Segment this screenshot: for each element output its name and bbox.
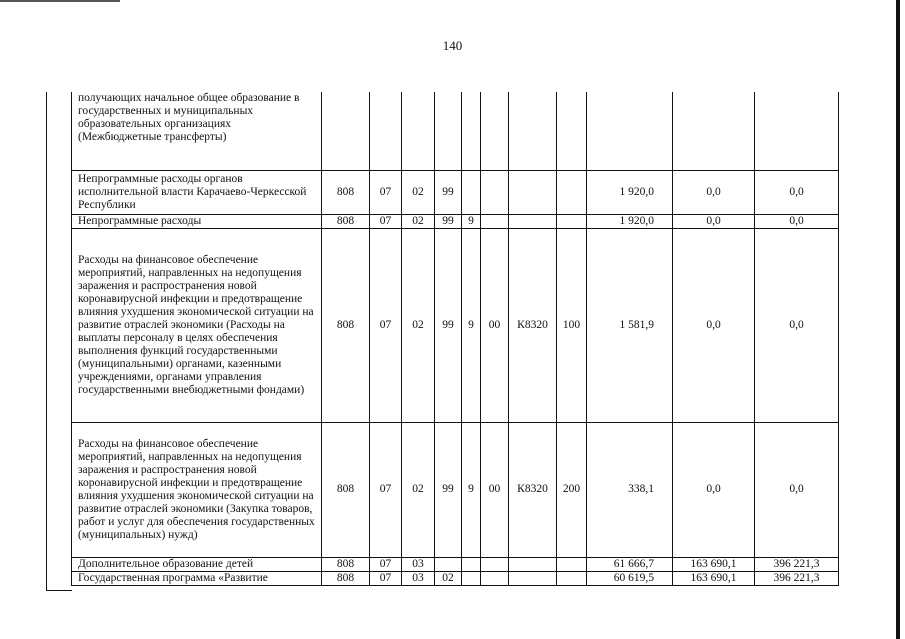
table-row [72, 422, 839, 557]
cell-csr-1: 02 [435, 571, 462, 585]
cell-sum-year-3: 396 221,3 [755, 571, 839, 585]
cell-sum-year-1: 1 920,0 [587, 214, 673, 228]
table-row [72, 170, 839, 214]
cell-csr-2 [462, 557, 481, 571]
cell-rz: 07 [370, 557, 402, 571]
cell-csr-2 [462, 170, 481, 214]
cell-ved: 808 [322, 214, 370, 228]
cell-csr-2: 9 [462, 214, 481, 228]
cell-pr: 02 [402, 422, 435, 557]
cell-sum-year-1: 338,1 [587, 422, 673, 557]
cell-ved: 808 [322, 228, 370, 422]
cell-csr-2: 9 [462, 422, 481, 557]
cell-rz: 07 [370, 571, 402, 585]
left-margin-rule [46, 92, 47, 591]
cell-csr-1: 99 [435, 422, 462, 557]
cell-csr-1: 99 [435, 214, 462, 228]
cell-rz: 07 [370, 170, 402, 214]
cell-pr: 02 [402, 170, 435, 214]
cell-csr-3 [481, 214, 509, 228]
cell-sum-year-3: 0,0 [755, 214, 839, 228]
scan-artifact-right-edge [896, 0, 900, 639]
cell-sum-year-3: 0,0 [755, 170, 839, 214]
cell-csr-3 [481, 571, 509, 585]
cell-pr: 03 [402, 571, 435, 585]
cell-sum-year-2: 163 690,1 [673, 571, 755, 585]
cell-csr-1: 99 [435, 170, 462, 214]
table-row [72, 557, 839, 571]
cell-rz: 07 [370, 228, 402, 422]
cell-csr-4 [509, 92, 557, 170]
cell-csr-2 [462, 571, 481, 585]
row-description: Дополнительное образование детей [72, 557, 322, 571]
cell-pr: 02 [402, 214, 435, 228]
cell-ved: 808 [322, 170, 370, 214]
cell-sum-year-2 [673, 92, 755, 170]
row-description: Непрограммные расходы [72, 214, 322, 228]
cell-ved [322, 92, 370, 170]
cell-csr-4 [509, 214, 557, 228]
cell-rz: 07 [370, 214, 402, 228]
cell-csr-4 [509, 557, 557, 571]
cell-pr: 03 [402, 557, 435, 571]
cell-csr-3 [481, 557, 509, 571]
cell-csr-3 [481, 170, 509, 214]
cell-vr: 200 [557, 422, 587, 557]
cell-csr-1: 99 [435, 228, 462, 422]
page-number: 140 [442, 38, 463, 53]
cell-csr-4: К8320 [509, 422, 557, 557]
cell-sum-year-3 [755, 92, 839, 170]
cell-csr-4 [509, 571, 557, 585]
cell-sum-year-3: 0,0 [755, 422, 839, 557]
cell-ved: 808 [322, 571, 370, 585]
cell-rz: 07 [370, 422, 402, 557]
cell-vr: 100 [557, 228, 587, 422]
table-row [72, 92, 839, 170]
cell-vr [557, 214, 587, 228]
table-row [72, 228, 839, 422]
cell-sum-year-2: 163 690,1 [673, 557, 755, 571]
cell-sum-year-1 [587, 92, 673, 170]
budget-table [71, 92, 839, 586]
row-description: Государственная программа «Развитие [72, 571, 322, 585]
row-description: Расходы на финансовое обеспечение мероприятий, направленных на недопущения заражения и распространения новой коронавирусной инфекции и предотвращение влияния ухудшения экономической ситуации на развитие отраслей экономики (Расходы на выплаты персоналу в целях обеспечения выполнения функций государственными (муниципальными) органами, казенными учреждениями, органами управления государственными внебюджетными фондами) [72, 228, 322, 422]
cell-csr-2: 9 [462, 228, 481, 422]
cell-vr [557, 170, 587, 214]
left-margin-bottom-rule [46, 590, 72, 591]
table-row [72, 571, 839, 585]
row-description: Расходы на финансовое обеспечение мероприятий, направленных на недопущения заражения и распространения новой коронавирусной инфекции и предотвращение влияния ухудшения экономической ситуации на развитие отраслей экономики (Закупка товаров, работ и услуг для обеспечения государственных (муниципальных) нужд) [72, 422, 322, 557]
cell-csr-2 [462, 92, 481, 170]
cell-csr-1 [435, 557, 462, 571]
cell-sum-year-1: 1 581,9 [587, 228, 673, 422]
cell-csr-3 [481, 92, 509, 170]
cell-ved: 808 [322, 557, 370, 571]
cell-vr [557, 571, 587, 585]
row-description: Непрограммные расходы органов исполнительной власти Карачаево-Черкесской Республики [72, 170, 322, 214]
cell-sum-year-2: 0,0 [673, 422, 755, 557]
cell-sum-year-2: 0,0 [673, 170, 755, 214]
cell-csr-3: 00 [481, 422, 509, 557]
cell-csr-4 [509, 170, 557, 214]
cell-sum-year-2: 0,0 [673, 228, 755, 422]
row-description: получающих начальное общее образование в государственных и муниципальных образовательных организациях (Межбюджетные трансферты) [72, 92, 322, 170]
cell-vr [557, 557, 587, 571]
cell-pr [402, 92, 435, 170]
cell-csr-3: 00 [481, 228, 509, 422]
scan-artifact-top [0, 0, 120, 2]
cell-csr-1 [435, 92, 462, 170]
cell-csr-4: К8320 [509, 228, 557, 422]
table-row [72, 214, 839, 228]
cell-sum-year-3: 396 221,3 [755, 557, 839, 571]
cell-rz [370, 92, 402, 170]
cell-ved: 808 [322, 422, 370, 557]
cell-vr [557, 92, 587, 170]
cell-sum-year-2: 0,0 [673, 214, 755, 228]
cell-sum-year-1: 1 920,0 [587, 170, 673, 214]
cell-sum-year-3: 0,0 [755, 228, 839, 422]
cell-sum-year-1: 61 666,7 [587, 557, 673, 571]
cell-pr: 02 [402, 228, 435, 422]
cell-sum-year-1: 60 619,5 [587, 571, 673, 585]
